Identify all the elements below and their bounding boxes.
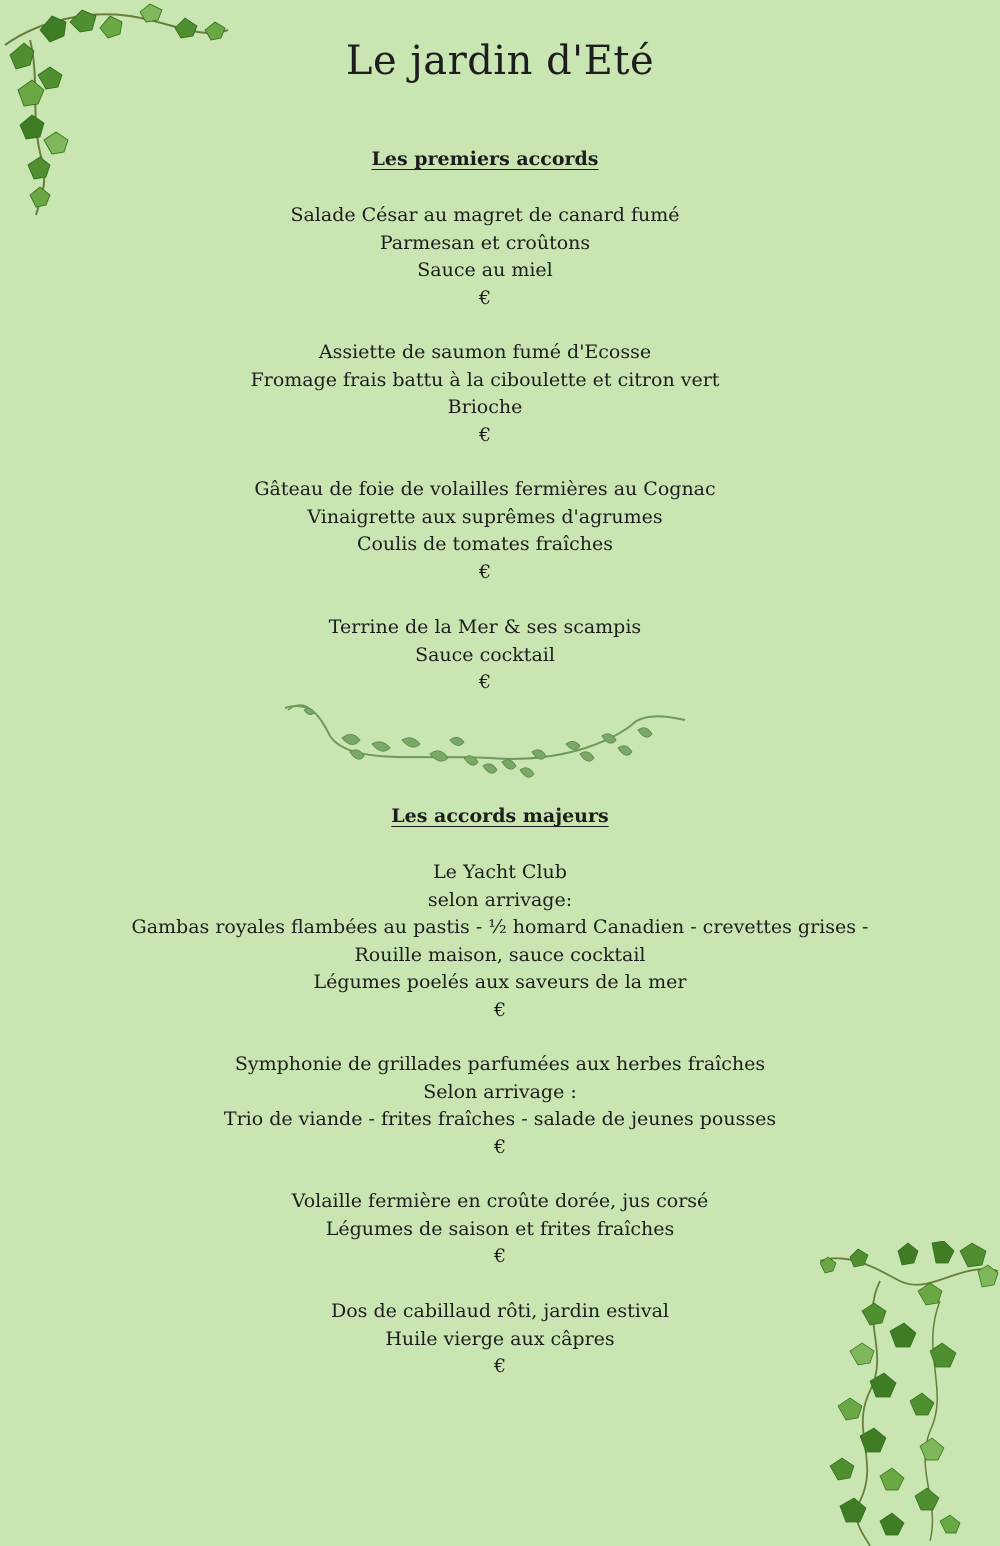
dish-line: Gâteau de foie de volailles fermières au Cognac [254,478,716,500]
dish-line: Parmesan et croûtons [379,231,591,254]
leafy-vine-divider-icon [280,696,690,791]
dish-line: Fromage frais battu à la ciboulette et citron vert [250,368,720,391]
dish-price: € [493,1355,507,1377]
dish-line: Salade César au magret de canard fumé [290,204,680,226]
dish-line: Selon arrivage : [423,1080,577,1103]
dish-item [0,1051,1000,1161]
dish-price: € [493,1245,507,1267]
dish-line: Sauce au miel [417,259,553,281]
dish-line: Dos de cabillaud rôti, jardin estival [330,1300,669,1322]
dish-item [0,614,1000,697]
dish-line: Légumes poelés aux saveurs de la mer [313,971,687,993]
dish-price: € [493,998,507,1021]
section-heading: Les premiers accords [371,148,599,170]
dish-price: € [478,286,492,309]
menu-title: Le jardin d'Eté [345,38,655,84]
dish-item [0,202,1000,312]
dish-line: Rouille maison, sauce cocktail [354,943,646,966]
dish-line: Huile vierge aux câpres [385,1327,615,1350]
dish-line: Trio de viande - frites fraîches - salade de jeunes pousses [223,1108,777,1130]
dish-line: Vinaigrette aux suprêmes d'agrumes [307,505,663,528]
dish-price: € [478,671,492,693]
dish-line: Volaille fermière en croûte dorée, jus corsé [291,1190,709,1212]
dish-price: € [493,1135,507,1158]
dish-line: Terrine de la Mer & ses scampis [328,616,642,638]
dish-price: € [478,560,492,583]
dish-line: Légumes de saison et frites fraîches [325,1217,675,1240]
dish-line: Symphonie de grillades parfumées aux herbes fraîches [234,1053,766,1075]
dish-line: Le Yacht Club [433,861,567,883]
dish-line: Coulis de tomates fraîches [356,533,614,555]
dish-line: selon arrivage: [427,888,573,911]
dish-item [0,859,1000,1024]
dish-price: € [478,423,492,446]
dish-line: Brioche [447,396,523,418]
dish-line: Gambas royales flambées au pastis - ½ homard Canadien - crevettes grises - [131,916,869,938]
section-heading: Les accords majeurs [391,805,609,827]
dish-line: Sauce cocktail [415,643,555,666]
ivy-corner-bottom-right-icon [820,1241,1000,1546]
dish-line: Assiette de saumon fumé d'Ecosse [318,341,652,363]
dish-item [0,476,1000,586]
ivy-corner-top-left-icon [0,0,240,225]
dish-item [0,339,1000,449]
